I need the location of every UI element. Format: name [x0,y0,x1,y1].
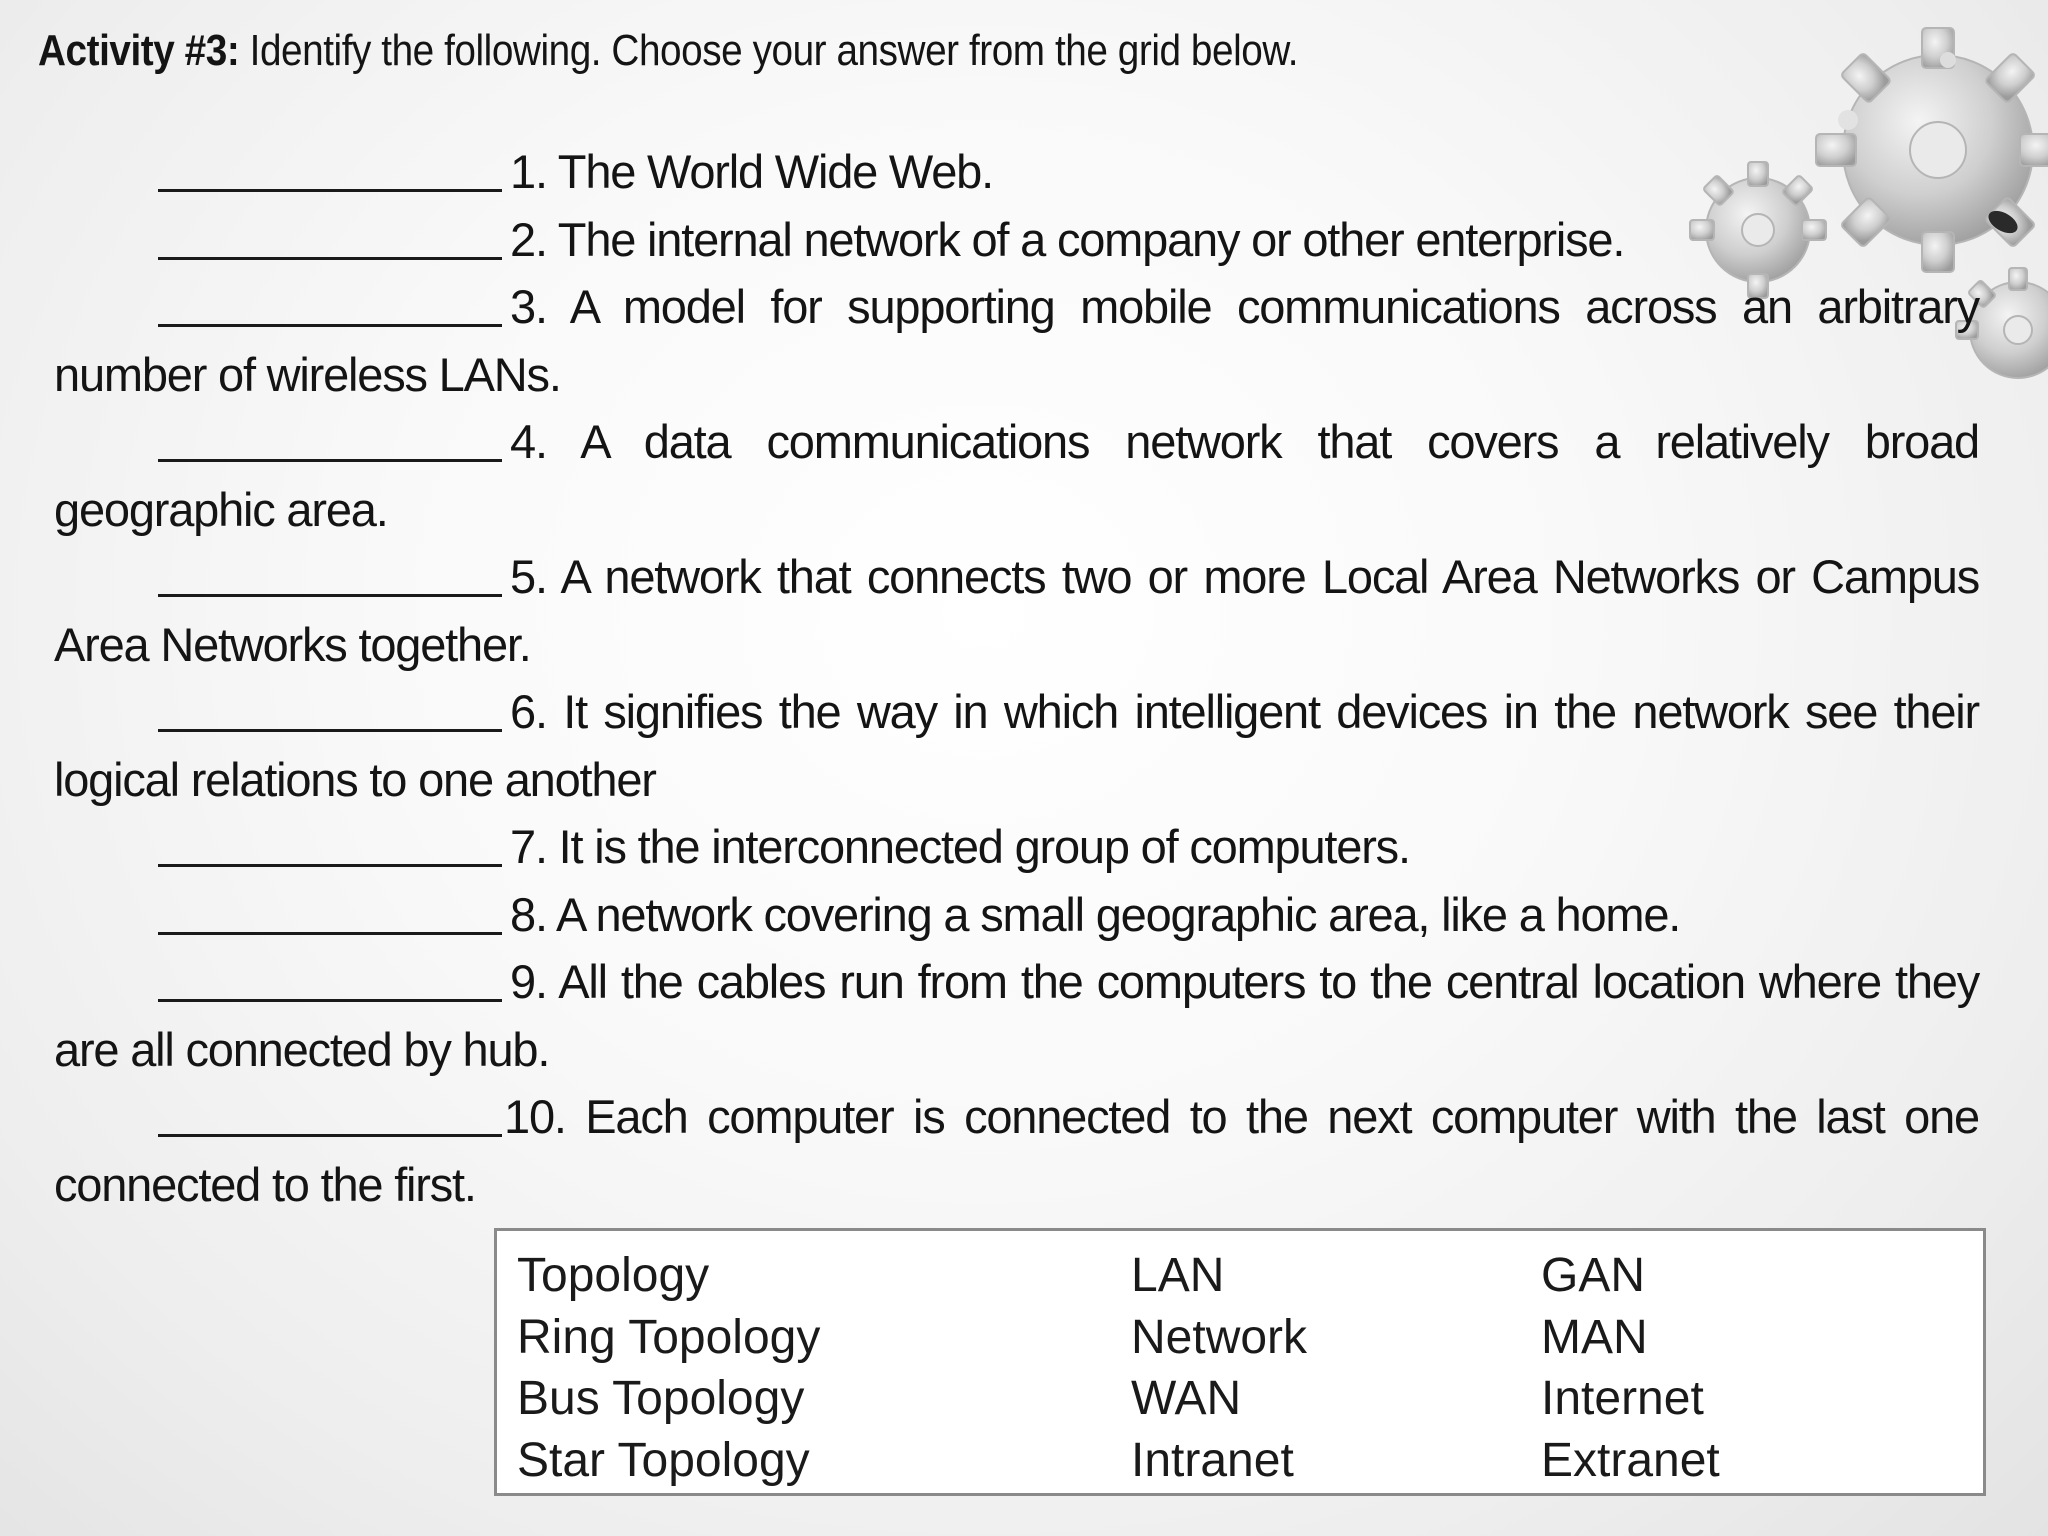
question-text: 8. A network covering a small geographic area, like a home. [510,887,1681,941]
question-text: 10. Each computer is connected to the next computer with the last one connected to the first. [54,1090,1979,1211]
answer-blank[interactable] [158,818,502,867]
question-item [54,948,1979,1083]
question-text: 3. A model for supporting mobile communications across an arbitrary number of wireless LANs. [54,280,1979,401]
question-item [54,408,1979,543]
answer-option: WAN [1131,1372,1242,1425]
question-item [54,206,1979,274]
answer-blank[interactable] [158,683,502,732]
answer-blank[interactable] [158,1088,502,1137]
question-item [54,138,1979,206]
answer-option: Internet [1541,1372,1704,1425]
activity-instructions: Identify the following. Choose your answer from the grid below. [239,26,1299,75]
answer-grid [494,1228,1986,1496]
question-text: 4. A data communications network that covers a relatively broad geographic area. [54,415,1979,536]
question-text: 2. The internal network of a company or other enterprise. [510,212,1625,266]
answer-option: Network [1131,1310,1308,1364]
activity-label: Activity #3: [38,26,240,75]
answer-blank[interactable] [158,886,502,935]
question-item [54,813,1979,881]
answer-grid-column [1541,1245,1720,1491]
answer-blank[interactable] [158,953,502,1002]
answer-blank[interactable] [158,143,502,192]
question-item [54,273,1979,408]
answer-option: GAN [1541,1249,1646,1302]
question-list [54,138,1979,1218]
activity-title [38,26,1298,76]
question-item [54,678,1979,813]
answer-blank[interactable] [158,211,502,260]
answer-option: Ring Topology [517,1310,821,1364]
answer-option: Extranet [1541,1433,1720,1487]
question-text: 7. It is the interconnected group of computers. [510,820,1410,873]
question-text: 6. It signifies the way in which intelligent devices in the network see their logical relations to one another [54,685,1979,806]
question-text: 9. All the cables run from the computers to the central location where they are all connected by hub. [54,955,1979,1076]
answer-blank[interactable] [158,548,502,597]
answer-option: Intranet [1131,1433,1294,1487]
question-item [54,881,1979,949]
question-text: 1. The World Wide Web. [510,145,993,198]
answer-blank[interactable] [158,278,502,327]
answer-grid-column [517,1245,820,1491]
question-item [54,543,1979,678]
question-text: 5. A network that connects two or more Local Area Networks or Campus Area Networks together. [54,550,1979,671]
answer-blank[interactable] [158,413,502,462]
answer-option: MAN [1541,1310,1648,1364]
answer-option: LAN [1131,1249,1225,1302]
question-item [54,1083,1979,1218]
answer-option: Star Topology [517,1433,810,1487]
answer-option: Bus Topology [517,1372,805,1425]
answer-grid-column [1131,1245,1307,1491]
answer-option: Topology [517,1249,710,1302]
